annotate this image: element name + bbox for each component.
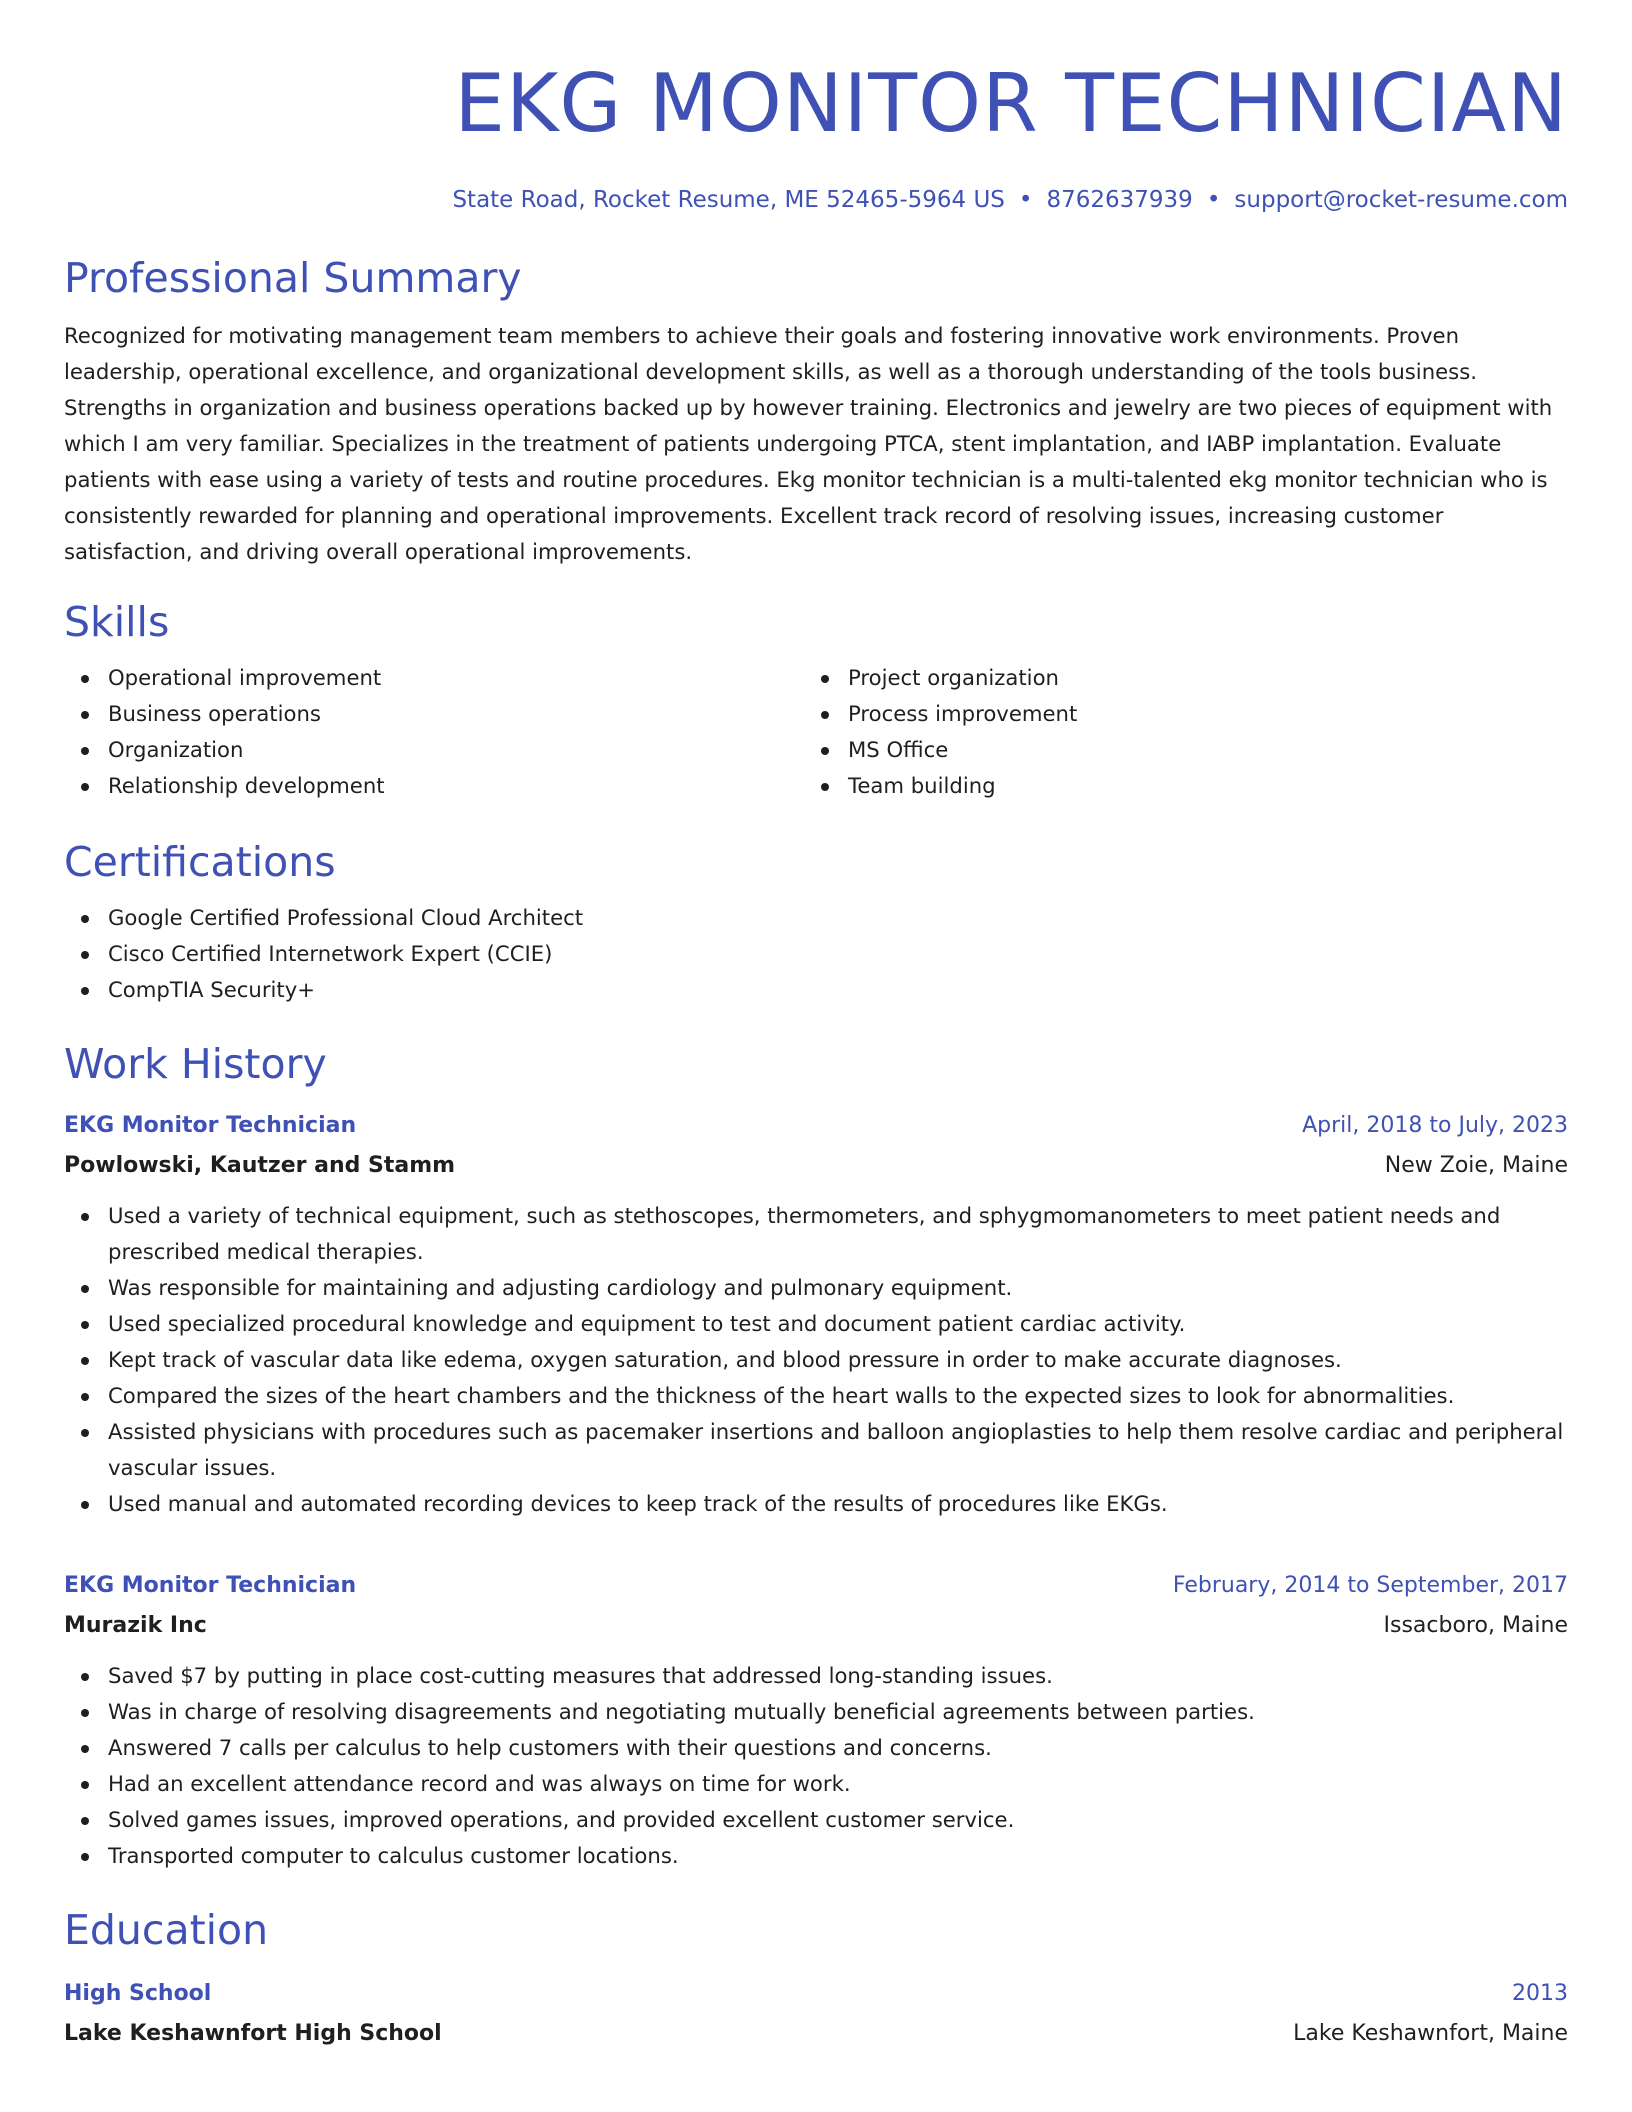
certification-item: Google Certified Professional Cloud Architect xyxy=(64,900,1568,936)
job-dates: February, 2014 to September, 2017 xyxy=(1172,1573,1568,1598)
job-duty: Compared the sizes of the heart chambers and the thickness of the heart walls to the expected sizes to look for abnormalities. xyxy=(64,1378,1568,1414)
certification-item: CompTIA Security+ xyxy=(64,972,1568,1008)
job-role: EKG Monitor Technician xyxy=(64,1573,357,1598)
job-dates: April, 2018 to July, 2023 xyxy=(1302,1113,1568,1138)
contact-address: State Road, Rocket Resume, ME 52465-5964 US xyxy=(452,187,1005,213)
education-school-row xyxy=(64,2014,1568,2054)
skills-heading: Skills xyxy=(64,598,170,646)
education-year: 2013 xyxy=(1512,1981,1568,2006)
skill-item: Operational improvement xyxy=(64,660,804,696)
job-duty: Kept track of vascular data like edema, oxygen saturation, and blood pressure in order to make accurate diagnoses. xyxy=(64,1342,1568,1378)
job-company: Murazik Inc xyxy=(64,1613,207,1638)
job-location: New Zoie, Maine xyxy=(1384,1153,1568,1178)
skills-left-list xyxy=(64,660,804,804)
summary-text: Recognized for motivating management team members to achieve their goals and fostering innovative work environments. Proven leadership, operational excellence, and organizational development skills, as well as a thorough understanding of the tools business. Strengths in organization and business operations backed up by however training. Electronics and jewelry are two pieces of equipment with which I am very familiar. Specializes in the treatment of patients undergoing PTCA, stent implantation, and IABP implantation. Evaluate patients with ease using a variety of tests and routine procedures. Ekg monitor technician is a multi-talented ekg monitor technician who is consistently rewarded for planning and operational improvements. Excellent track record of resolving issues, increasing customer satisfaction, and driving overall operational improvements. xyxy=(64,323,1553,564)
skill-item: Relationship development xyxy=(64,768,804,804)
contact-line xyxy=(64,184,1568,216)
skill-item: Team building xyxy=(804,768,1544,804)
job-duties-list xyxy=(64,1658,1568,1874)
job-company-row xyxy=(64,1146,1568,1186)
job-location: Issacboro, Maine xyxy=(1383,1613,1568,1638)
education-degree: High School xyxy=(64,1981,212,2006)
job-role: EKG Monitor Technician xyxy=(64,1113,357,1138)
certifications-heading: Certifications xyxy=(64,838,336,886)
job-title-row xyxy=(64,1566,1568,1606)
skills-right-list xyxy=(804,660,1544,804)
education-heading: Education xyxy=(64,1906,269,1954)
skill-item: Organization xyxy=(64,732,804,768)
job-entry xyxy=(64,1566,1568,1874)
contact-phone: 8762637939 xyxy=(1046,187,1193,213)
skill-item: Process improvement xyxy=(804,696,1544,732)
certifications-list xyxy=(64,900,1568,1008)
job-duty: Assisted physicians with procedures such as pacemaker insertions and balloon angioplasties to help them resolve cardiac and peripheral vascular issues. xyxy=(64,1414,1568,1486)
job-duty: Was in charge of resolving disagreements and negotiating mutually beneficial agreements between parties. xyxy=(64,1694,1568,1730)
resume-header xyxy=(64,0,1568,216)
education-degree-row xyxy=(64,1974,1568,2014)
job-duty: Transported computer to calculus customer locations. xyxy=(64,1838,1568,1874)
candidate-title: EKG MONITOR TECHNICIAN xyxy=(454,57,1568,150)
education-school: Lake Keshawnfort High School xyxy=(64,2021,442,2046)
skill-item: Business operations xyxy=(64,696,804,732)
contact-separator: • xyxy=(1206,187,1221,213)
job-company-row xyxy=(64,1606,1568,1646)
education-entry xyxy=(64,1974,1568,2054)
job-duty: Used specialized procedural knowledge and equipment to test and document patient cardiac activity. xyxy=(64,1306,1568,1342)
job-duty: Answered 7 calls per calculus to help customers with their questions and concerns. xyxy=(64,1730,1568,1766)
job-duty: Had an excellent attendance record and was always on time for work. xyxy=(64,1766,1568,1802)
job-company: Powlowski, Kautzer and Stamm xyxy=(64,1153,456,1178)
job-title-row xyxy=(64,1106,1568,1146)
job-duty: Used manual and automated recording devices to keep track of the results of procedures like EKGs. xyxy=(64,1486,1568,1522)
certification-item: Cisco Certified Internetwork Expert (CCIE) xyxy=(64,936,1568,972)
job-duty: Used a variety of technical equipment, such as stethoscopes, thermometers, and sphygmomanometers to meet patient needs and prescribed medical therapies. xyxy=(64,1198,1568,1270)
job-duty: Saved $7 by putting in place cost-cutting measures that addressed long-standing issues. xyxy=(64,1658,1568,1694)
job-entry xyxy=(64,1106,1568,1522)
education-location: Lake Keshawnfort, Maine xyxy=(1293,2021,1568,2046)
skill-item: MS Office xyxy=(804,732,1544,768)
job-duty: Was responsible for maintaining and adjusting cardiology and pulmonary equipment. xyxy=(64,1270,1568,1306)
work-history-heading: Work History xyxy=(64,1040,327,1088)
contact-separator: • xyxy=(1018,187,1033,213)
job-duty: Solved games issues, improved operations, and provided excellent customer service. xyxy=(64,1802,1568,1838)
skills-columns xyxy=(64,660,1568,804)
contact-email: support@rocket-resume.com xyxy=(1234,187,1568,213)
skill-item: Project organization xyxy=(804,660,1544,696)
summary-heading: Professional Summary xyxy=(64,254,522,302)
job-duties-list xyxy=(64,1198,1568,1522)
